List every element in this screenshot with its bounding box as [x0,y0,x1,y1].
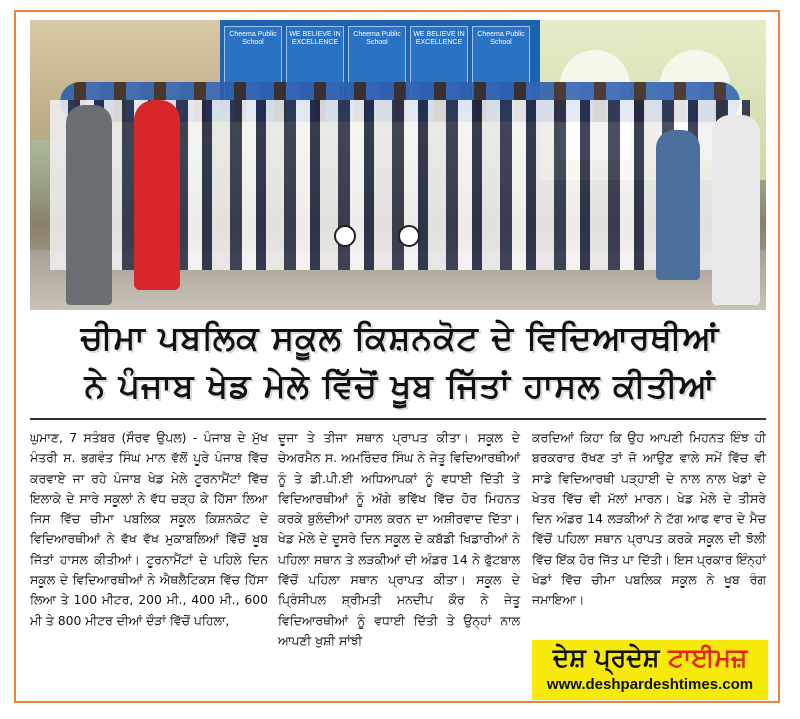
article-column-3 [532,428,766,611]
publication-brand [532,640,768,700]
article-text: ਘੁਮਾਣ, 7 ਸਤੰਬਰ (ਸੌਰਵ ਉਪਲ) - ਪੰਜਾਬ ਦੇ ਮੁੱਖ ਮੰਤਰੀ ਸ. ਭਗਵੰਤ ਸਿੰਘ ਮਾਨ ਵੱਲੋਂ ਪੂਰੇ ਪੰਜਾਬ ਵਿੱਚ ਕਰਵਾਏ ਜਾ ਰਹੇ ਪੰਜਾਬ ਖੇਡ ਮੇਲੇ ਟੂਰਨਾਮੈਂਟਾਂ ਵਿੱਚ ਇਲਾਕੇ ਦੇ ਸਾਰੇ ਸਕੂਲਾਂ ਨੇ ਵੱਧ ਚੜ੍ਹ ਕੇ ਹਿੱਸਾ ਲਿਆ ਜਿਸ ਵਿੱਚ ਚੀਮਾ ਪਬਲਿਕ ਸਕੂਲ ਕਿਸ਼ਨਕੋਟ ਦੇ ਵਿਦਿਆਰਥੀਆਂ ਨੇ ਵੱਖ ਵੱਖ ਮੁਕਾਬਲਿਆਂ ਵਿੱਚੋਂ ਖੂਬ ਜਿੱਤਾਂ ਹਾਸਲ ਕੀਤੀਆਂ। ਟੂਰਨਾਮੈਂਟਾਂ ਦੇ ਪਹਿਲੇ ਦਿਨ ਸਕੂਲ ਦੇ ਵਿਦਿਆਰਥੀਆਂ ਨੇ ਐਥਲੈਟਿਕਸ ਵਿੱਚ ਹਿੱਸਾ ਲਿਆ ਤੇ 100 ਮੀਟਰ, 200 ਮੀ., 400 ਮੀ., 600 ਮੀ ਤੇ 800 ਮੀਟਰ ਦੀਆਂ ਦੌੜਾਂ ਵਿੱਚੋਂ ਪਹਿਲਾ, [30,430,268,628]
banner-tile: Cheema Public School [472,26,530,106]
headline-line-2: ਨੇ ਪੰਜਾਬ ਖੇਡ ਮੇਲੇ ਵਿੱਚੋਂ ਖੂਬ ਜਿੱਤਾਂ ਹਾਸਲ ਕੀਤੀਆਂ [84,366,716,405]
publication-name [532,642,768,674]
publication-url[interactable]: www.deshpardeshtimes.com [546,676,754,693]
article-column-2 [278,428,520,651]
photo-person [712,115,760,305]
publication-name-part1: ਦੇਸ਼ ਪ੍ਰਦੇਸ਼ [552,643,660,672]
headline-line-1: ਚੀਮਾ ਪਬਲਿਕ ਸਕੂਲ ਕਿਸ਼ਨਕੋਟ ਦੇ ਵਿਦਿਆਰਥੀਆਂ [80,318,720,357]
article-column-1 [30,428,268,631]
banner-tile: WE BELIEVE IN EXCELLENCE [410,26,468,106]
photo-person [134,100,180,290]
article-text: ਕਰਦਿਆਂ ਕਿਹਾ ਕਿ ਉਹ ਆਪਣੀ ਮਿਹਨਤ ਇੰਝ ਹੀ ਬਰਕਰਾਰ ਰੱਖਣ ਤਾਂ ਜੋ ਆਉਣ ਵਾਲੇ ਸਮੇਂ ਵਿੱਚ ਵੀ ਸਾਡੇ ਵਿਦਿਆਰਥੀ ਪੜ੍ਹਾਈ ਦੇ ਨਾਲ ਨਾਲ ਖੇਡਾਂ ਦੇ ਖੇਤਰ ਵਿੱਚ ਵੀ ਮੱਲਾਂ ਮਾਰਨ। ਖੇਡ ਮੇਲੇ ਦੇ ਤੀਸਰੇ ਦਿਨ ਅੰਡਰ 14 ਲੜਕੀਆਂ ਨੇ ਟੱਗ ਆਫ ਵਾਰ ਦੇ ਮੈਚ ਵਿੱਚੋਂ ਪਹਿਲਾ ਸਥਾਨ ਪ੍ਰਾਪਤ ਕਰਕੇ ਸਕੂਲ ਦੀ ਝੋਲੀ ਵਿੱਚ ਇੱਕ ਹੋਰ ਜਿੱਤ ਪਾ ਦਿੱਤੀ। ਇਸ ਪ੍ਰਕਾਰ ਇੰਨ੍ਹਾਂ ਖੇਡਾਂ ਵਿੱਚ ਚੀਮਾ ਪਬਲਿਕ ਸਕੂਲ ਨੇ ਖੂਬ ਰੰਗ ਜਮਾਇਆ। [532,430,766,608]
football [334,225,356,247]
publication-name-part2: ਟਾਈਮਜ਼ [668,643,748,672]
banner-tile: Cheema Public School [224,26,282,106]
photo-person [656,130,700,280]
banner-tile: Cheema Public School [348,26,406,106]
banner-tile: WE BELIEVE IN EXCELLENCE [286,26,344,106]
group-photo [30,20,766,310]
headline-divider [30,418,766,420]
football [398,225,420,247]
photo-person [66,105,112,305]
article-text: ਦੂਜਾ ਤੇ ਤੀਜਾ ਸਥਾਨ ਪ੍ਰਾਪਤ ਕੀਤਾ। ਸਕੂਲ ਦੇ ਚੇਅਰਮੈਨ ਸ. ਅਮਰਿੰਦਰ ਸਿੰਘ ਨੇ ਜੇਤੂ ਵਿਦਿਆਰਥੀਆਂ ਨੂੰ ਤੇ ਡੀ.ਪੀ.ਈ ਅਧਿਆਪਕਾਂ ਨੂੰ ਵਧਾਈ ਦਿੱਤੀ ਤੇ ਵਿਦਿਆਰਥੀਆਂ ਨੂੰ ਅੱਗੇ ਭਵਿੱਖ ਵਿੱਚ ਹੋਰ ਮਿਹਨਤ ਕਰਕੇ ਬੁਲੰਦੀਆਂ ਹਾਸਲ ਕਰਨ ਦਾ ਅਸ਼ੀਰਵਾਦ ਦਿੱਤਾ। ਖੇਡ ਮੇਲੇ ਦੇ ਦੂਸਰੇ ਦਿਨ ਸਕੂਲ ਦੇ ਕਬੱਡੀ ਖਿਡਾਰੀਆਂ ਨੇ ਪਹਿਲਾ ਸਥਾਨ ਤੇ ਲੜਕੀਆਂ ਦੀ ਅੰਡਰ 14 ਨੇ ਫੁੱਟਬਾਲ ਵਿੱਚੋਂ ਪਹਿਲਾ ਸਥਾਨ ਪ੍ਰਾਪਤ ਕੀਤਾ। ਸਕੂਲ ਦੇ ਪ੍ਰਿੰਸੀਪਲ ਸ਼੍ਰੀਮਤੀ ਮਨਦੀਪ ਕੌਰ ਨੇ ਜੇਤੂ ਵਿਦਿਆਰਥੀਆਂ ਨੂੰ ਵਧਾਈ ਦਿੱਤੀ ਤੇ ਉਨ੍ਹਾਂ ਨਾਲ ਆਪਣੀ ਖੁਸ਼ੀ ਸਾਂਝੀ [278,430,520,648]
